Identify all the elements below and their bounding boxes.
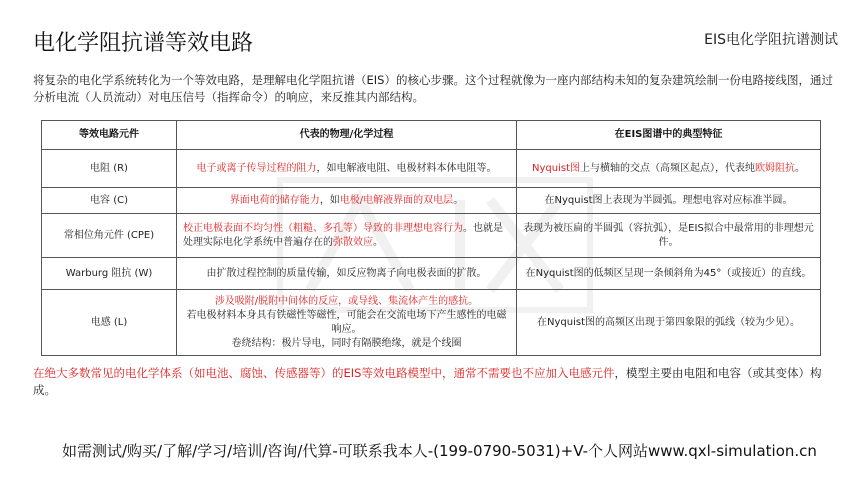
cell-text: 卷绕结构：极片导电，同时有隔膜绝缘，就是个线圈 [231,337,462,349]
cell-element: Warburg 阻抗 (W) [42,258,177,290]
table-row [42,214,821,258]
highlight-text: 电子或离子传导过程的阻力 [196,162,317,174]
table-row [42,258,821,290]
cell-process [177,188,517,214]
cell-text: ，如 [319,194,340,206]
cell-element: 电感 (L) [42,290,177,356]
cell-process [177,214,517,258]
column-header-element: 等效电路元件 [42,121,177,150]
highlight-text: 弥散效应 [333,236,373,248]
table-row [42,150,821,188]
cell-text: 若电极材料本身具有铁磁性等磁性，可能会在交流电场下产生感性的电磁响应。 [186,309,507,335]
equivalent-circuit-table [41,120,821,356]
cell-text: 。 [373,236,383,248]
cell-feature: 在Nyquist图上表现为半圆弧。理想电容对应标准半圆。 [517,188,821,214]
cell-feature: 在Nyquist图的高频区出现于第四象限的弧线（较为少见）。 [517,290,821,356]
cell-process [177,150,517,188]
intro-paragraph [33,72,833,106]
intro-text: 将复杂的电化学系统转化为一个等效电路，是理解电化学阻抗谱（EIS）的核心步骤。这个过程就像为一座内部结构未知的复杂建筑绘制一份电路接线图，通过分析电流（人员流动）对电压信号（指挥命令）的响应，来反推其内部结构。 [33,73,833,104]
cell-feature: 在Nyquist图的低频区呈现一条倾斜角为45°（或接近）的直线。 [517,258,821,290]
cell-element: 常相位角元件 (CPE) [42,214,177,258]
cell-text: ，如电解液电阻、电极材料本体电阻等。 [316,162,497,174]
column-header-process: 代表的物理/化学过程 [177,121,517,150]
footer-contact: 如需测试/购买/了解/学习/培训/咨询/代算-可联系我本人-(199-0790-5031)+V-个人网站www.qxl-simulation.cn [62,442,817,460]
conclusion-text: ，模型主要由电阻和电容（或其变体）构成。 [33,366,822,397]
column-header-feature: 在EIS图谱中的典型特征 [517,121,821,150]
highlight-text: Nyquist图 [532,162,580,174]
cell-text: 上与横轴的交点（高频区起点），代表纯 [580,162,755,174]
cell-process [177,290,517,356]
page-title: 电化学阻抗谱等效电路 [33,31,254,56]
cell-element: 电容 (C) [42,188,177,214]
highlight-text: 界面电荷的储存能力 [229,194,320,206]
cell-text: 。 [453,194,464,206]
conclusion-paragraph [33,365,838,399]
table-row [42,290,821,356]
highlight-text: 涉及吸附/脱附中间体的反应，或导线、集流体产生的感抗。 [214,295,479,307]
conclusion-highlight: 在绝大多数常见的电化学体系（如电池、腐蚀、传感器等）的EIS等效电路模型中，通常不需要也不应加入电感元件 [33,366,615,380]
highlight-text: 欧姆阻抗 [755,162,795,174]
table-header-row [42,121,821,150]
cell-text: 。也就是处理实际电化学系统中普遍存在的 [183,222,503,248]
highlight-text: 校正电极表面不均匀性（粗糙、多孔等）导致的非理想电容行为 [183,222,463,234]
cell-element: 电阻 (R) [42,150,177,188]
highlight-text: 电极/电解液界面的双电层 [339,194,454,206]
cell-process: 由扩散过程控制的质量传输，如反应物离子向电极表面的扩散。 [177,258,517,290]
table-row [42,188,821,214]
cell-feature: 表现为被压扁的半圆弧（容抗弧），是EIS拟合中最常用的非理想元件。 [517,214,821,258]
header-label: EIS电化学阻抗谱测试 [704,32,838,48]
cell-feature [517,150,821,188]
cell-text: 。 [795,162,805,174]
